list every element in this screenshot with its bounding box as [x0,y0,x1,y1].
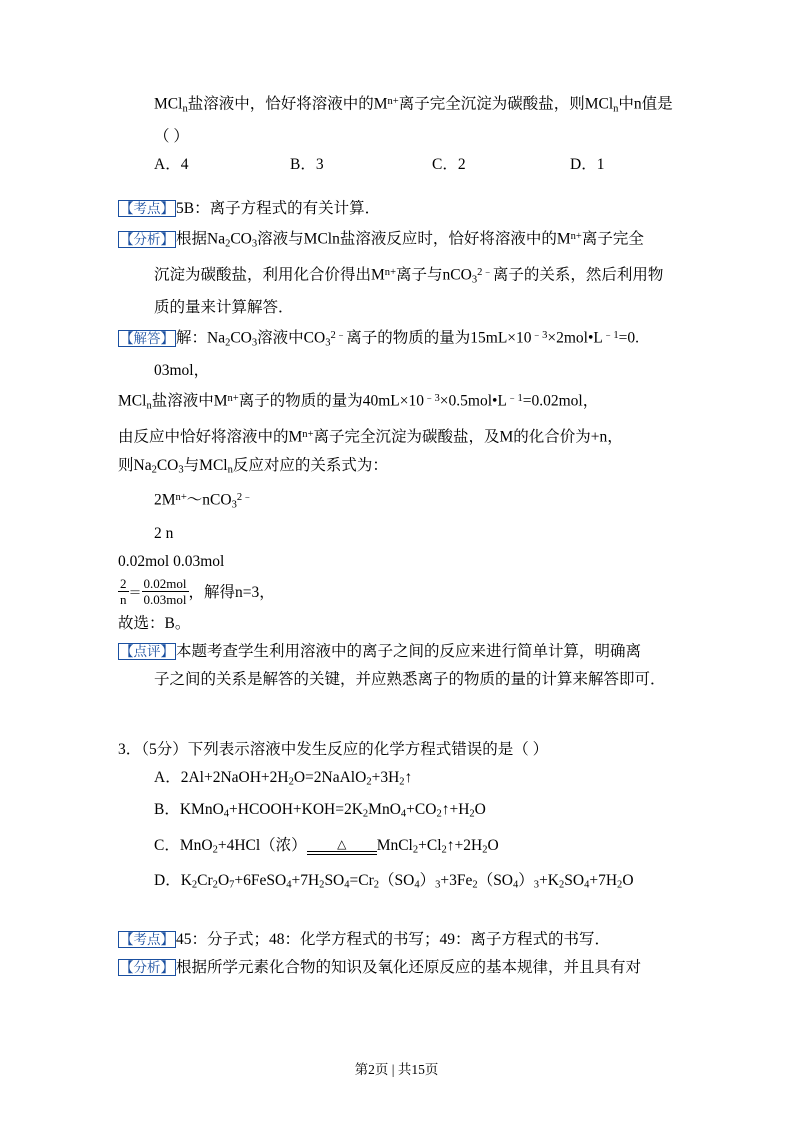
problem3-choice-c[interactable] [118,829,675,868]
jieda-line5 [118,452,675,485]
problem3-choice-a[interactable] [118,764,675,797]
reaction-condition-arrow [307,838,377,855]
problem3-kaodian-row [118,926,675,954]
jieda-sub: 2 [225,337,231,349]
dianping-label: 【点评】 [120,643,174,659]
jieda-text: 解：Na [176,329,226,347]
jieda-row [118,322,675,357]
jieda-sup: ﹣1 [602,330,619,342]
fenxi-sup: 2﹣ [477,266,493,278]
jieda-text: 离子的物质的量为15mL×10 [346,329,532,347]
dianping-text: 本题考查学生利用溶液中的离子之间的反应来进行简单计算，明确离 [176,642,642,660]
fenxi-line2 [118,259,675,294]
kaodian-label: 【考点】 [120,932,174,948]
jieda-text: 反应对应的关系式为： [232,456,388,474]
eq-text: 2M [154,491,176,509]
fenxi-sub: 3 [251,238,258,250]
kaodian-label: 【考点】 [120,201,174,217]
eq-text: ～nCO [186,491,232,509]
choice-c[interactable]: C．2 [432,156,466,174]
choice-d[interactable]: D．1 [570,156,605,174]
jieda-text: CO [230,329,252,347]
fraction-right [142,576,189,607]
stem-sub: n [182,103,188,115]
jieda-sup: 2﹣ [330,330,347,342]
dianping-line2: 子之间的关系是解答的关键，并应熟悉离子的物质的量的计算来解答即可． [154,670,666,688]
stem-text: 中n值是 [618,95,673,113]
choice-text: $KMnO_4+HCOOH+KOH=2K_2MnO_4+CO_2↑+H_2O$ [179,801,486,820]
choice-text: $2Al+2NaOH+2H_2O=2NaAlO_2+3H_2↑$ [180,768,413,788]
jieda-line3 [118,385,675,420]
fenxi-text: 根据所学元素化合物的知识及氧化还原反应的基本规律，并且具有对 [176,959,642,977]
fenxi-sub: 3 [471,274,478,286]
delta-icon: △ [337,836,347,851]
jieda-sub: 3 [325,337,331,349]
jieda-sup: ﹣1 [506,393,523,405]
problem3-fenxi-row [118,954,675,982]
fenxi-row [118,223,675,258]
jieda-text: =0.02mol， [522,393,599,411]
fenxi-sub: 2 [225,238,231,250]
fraction-denominator: n [120,592,127,608]
page-footer: 第2页 | 共15页 [354,1062,439,1077]
problem-score: （5分） [141,740,188,758]
choice-b[interactable]: B．3 [290,156,324,174]
choice-text: $K_2Cr_2O_7+6FeSO_4+7H_2SO_4=Cr_2(SO_4)_3+3Fe_2(SO_4)_3+K_2SO_4+7H_2O$ [180,872,634,892]
fenxi-text: 根据Na [176,231,226,249]
jieda-line2: 03mol， [154,362,210,380]
choice-label: C． [154,836,180,854]
choice-label: A． [154,768,181,786]
problem3-stem [118,736,675,764]
arrow-bar [307,851,377,855]
jieda-line4 [118,421,675,452]
jieda-text: MCl [118,393,147,411]
eq-sub: 3 [231,499,237,511]
jieda-text: =0. [618,329,640,347]
problem-number: 3． [118,740,142,758]
jieda-text: 溶液中CO [257,329,326,347]
ratio-line: 2 n [154,524,174,542]
fenxi-text: 沉淀为碳酸盐，利用化合价得出M [154,266,385,284]
relation-equation [118,484,675,519]
problem1-choices [118,151,675,179]
stem-text: MCl [154,95,183,113]
problem-stem-line [118,88,675,123]
problem3-choice-b[interactable] [118,796,675,829]
jieda-sup: n+ [302,428,314,440]
jieda-text: CO [156,456,179,474]
fenxi-text: 离子与nCO [396,266,472,284]
choice-a[interactable]: A．4 [154,156,189,174]
jieda-text: 与MCl [183,456,228,474]
jieda-sup: ﹣3 [531,330,548,342]
jieda-text: 则Na [118,456,152,474]
answer-line: 故选：B。 [118,614,191,632]
stem-text: 盐溶液中，恰好将溶液中的M [187,95,388,113]
kaodian-text: 45：分子式；48：化学方程式的书写；49：离子方程式的书写． [176,931,611,949]
jieda-text: 盐溶液中M [151,393,228,411]
stem-sup: n+ [387,96,399,107]
jieda-sub: 2 [151,464,157,476]
jieda-text: 离子的物质的量为40mL×10 [238,393,424,411]
equals-sign: ＝ [128,584,142,600]
jieda-sub: n [146,400,152,412]
fenxi-line3: 质的量来计算解答． [154,299,294,317]
fraction-denominator: 0.03mol [143,592,187,608]
fenxi-text: 离子的关系，然后利用物 [492,266,664,284]
jieda-text: 离子完全沉淀为碳酸盐，及M的化合价为+n， [313,428,623,446]
mol-line: 0.02mol 0.03mol [118,552,225,570]
fenxi-text: CO [230,231,252,249]
choice-text: $MnCl_2+Cl_2↑+2H_2O$ [376,836,499,856]
problem-stem-text: 下列表示溶液中发生反应的化学方程式错误的是（ ） [187,740,549,758]
fenxi-text: 离子完全 [581,231,644,249]
dianping-row [118,638,675,666]
jieda-sub: 3 [178,464,184,476]
jieda-text: ×2mol•L [547,329,603,347]
fenxi-label: 【分析】 [120,960,174,976]
jieda-text: 由反应中恰好将溶液中的M [118,428,303,446]
kaodian-text: 5B：离子方程式的有关计算． [176,200,381,218]
problem3-choice-d[interactable] [118,867,675,900]
kaodian-row [118,195,675,223]
jieda-sub: 3 [251,337,258,349]
jieda-sup: ﹣3 [424,393,440,405]
fraction-numerator: 0.02mol [143,576,187,592]
jieda-sup: n+ [227,393,239,405]
fenxi-sup: n+ [570,231,582,243]
jieda-label: 【解答】 [120,330,174,346]
choice-label: B． [154,801,180,819]
choice-text: MnO$_2$+4HCl（浓） [179,836,307,856]
fraction-equation [118,576,675,610]
eq-sup: 2﹣ [236,492,253,504]
fraction-numerator: 2 [120,576,127,592]
stem-text: 离子完全沉淀为碳酸盐，则MCl [398,95,614,113]
choice-label: D． [154,872,181,890]
stem-sub: n [613,103,619,115]
solve-text: ，解得n=3， [188,583,275,601]
fenxi-sup: n+ [384,266,397,278]
eq-sup: n+ [175,492,187,504]
problem-stem-blank: （ ） [154,128,189,146]
jieda-text: ×0.5mol•L [439,393,507,411]
jieda-sub: n [227,464,233,476]
fenxi-label: 【分析】 [120,232,174,248]
fenxi-text: 溶液与MCln盐溶液反应时，恰好将溶液中的M [257,231,571,249]
fraction-left [118,576,129,607]
